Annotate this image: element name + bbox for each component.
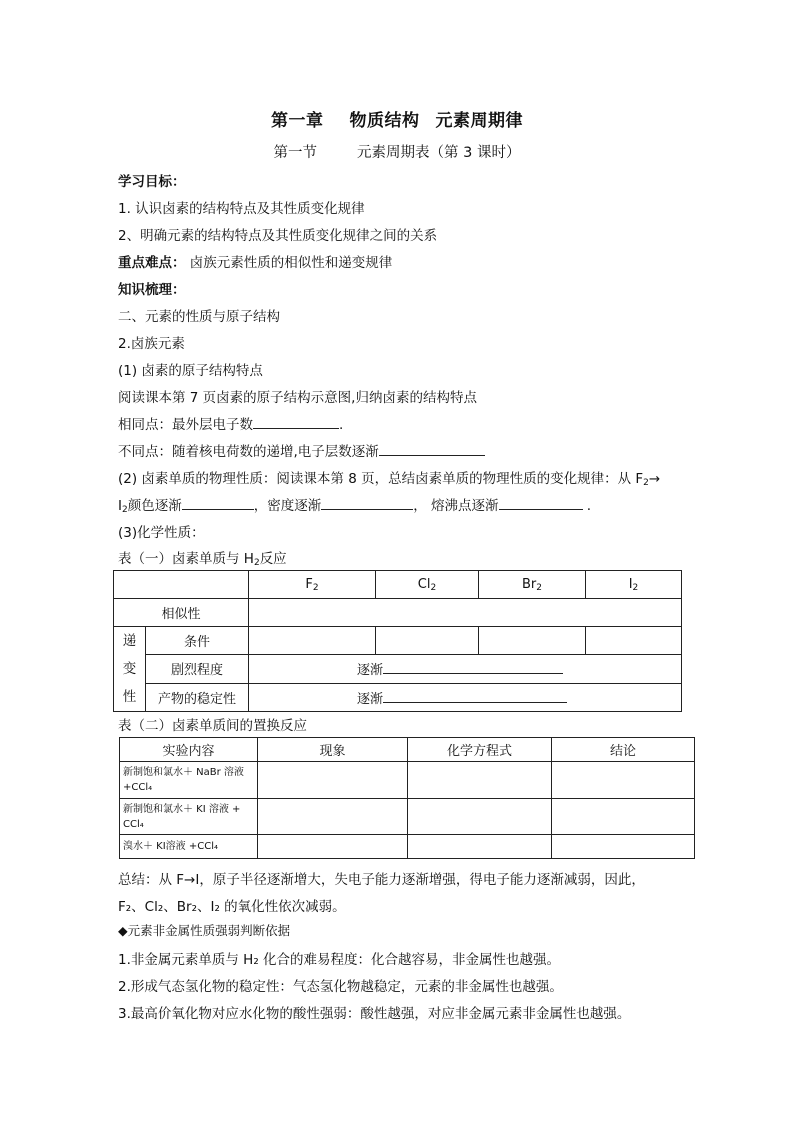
summary-line: F₂、Cl₂、Br₂、I₂ 的氧化性依次减弱。 [118, 899, 346, 915]
criteria-item: 3.最高价氧化物对应水化物的酸性强弱：酸性越强，对应非金属元素非金属性也越强。 [118, 1006, 631, 1022]
summary-line: 总结：从 F→I，原子半径逐渐增大，失电子能力逐渐增强，得电子能力逐渐减弱，因此， [118, 872, 645, 888]
fill-blank[interactable] [182, 496, 254, 510]
row-label-condition: 条件 [146, 627, 249, 655]
section-line: 2.卤族元素 [118, 336, 185, 352]
row-group-label: 递 变 性 [114, 627, 146, 712]
goals-heading: 学习目标： [118, 174, 186, 190]
subscript: 2 [121, 505, 128, 515]
experiment-cell: 溴水＋ KI溶液 +CCl₄ [120, 835, 258, 859]
column-header: 化学方程式 [408, 738, 552, 762]
keypoint [118, 251, 392, 271]
table1-caption [118, 547, 287, 567]
experiment-cell: 新制饱和氯水＋ NaBr 溶液 +CCl₄ [120, 762, 258, 799]
diff-point-line [118, 440, 485, 460]
answer-cell[interactable] [258, 799, 408, 835]
answer-cell[interactable] [552, 835, 695, 859]
chapter-title [0, 106, 794, 131]
answer-cell[interactable] [479, 627, 586, 655]
column-header-i2: $I_2$ [586, 571, 682, 599]
fill-blank[interactable] [321, 496, 413, 510]
answer-cell[interactable] [552, 799, 695, 835]
arrow: → [648, 471, 661, 487]
displacement-table [119, 737, 695, 859]
element-symbol: I [118, 498, 122, 514]
answer-cell[interactable] [249, 627, 376, 655]
criteria-item: 2.形成气态氢化物的稳定性：气态氢化物越稳定，元素的非金属性也越强。 [118, 979, 563, 995]
column-header-cl2: $Cl_2$ [376, 571, 479, 599]
table-row [114, 655, 682, 683]
column-header: 实验内容 [120, 738, 258, 762]
criteria-item: 1.非金属元素单质与 H₂ 化合的难易程度：化合越容易，非金属性也越强。 [118, 952, 561, 968]
answer-cell[interactable]: 逐渐 [249, 683, 682, 711]
section-title [0, 141, 794, 162]
column-header-br2: $Br_2$ [479, 571, 586, 599]
subscript: 2 [253, 558, 260, 568]
goal-item: 1. 认识卤素的结构特点及其性质变化规律 [118, 201, 365, 217]
table-row [114, 599, 682, 627]
caption-text: 表（一）卤素单质与 H [118, 551, 254, 567]
answer-cell[interactable] [376, 627, 479, 655]
knowledge-heading: 知识梳理： [118, 282, 186, 298]
caption-text: 反应 [259, 551, 287, 567]
section-line: (1) 卤素的原子结构特点 [118, 363, 263, 379]
fill-blank[interactable] [253, 415, 339, 429]
table-row [114, 627, 682, 655]
goal-item: 2、明确元素的结构特点及其性质变化规律之间的关系 [118, 228, 438, 244]
answer-cell[interactable] [552, 762, 695, 799]
table-row [114, 683, 682, 711]
section-line: 二、元素的性质与原子结构 [118, 309, 280, 325]
answer-cell[interactable] [258, 835, 408, 859]
same-point-label: 相同点：最外层电子数 [118, 417, 253, 433]
experiment-cell: 新制饱和氯水＋ KI 溶液 + CCl₄ [120, 799, 258, 835]
chemical-props-heading: (3)化学性质： [118, 525, 205, 541]
table-row [120, 762, 695, 799]
keypoint-label: 重点难点： [118, 255, 186, 271]
chapter-name-2: 元素周期律 [435, 111, 523, 131]
color-label: 颜色逐渐 [127, 498, 182, 514]
answer-cell[interactable] [408, 799, 552, 835]
answer-cell[interactable] [408, 835, 552, 859]
fill-blank[interactable] [379, 442, 485, 456]
melting-label: ， 熔沸点逐渐 [413, 498, 499, 514]
table-row [120, 835, 695, 859]
row-label-stability: 产物的稳定性 [146, 683, 249, 711]
same-point-line: 相同点：最外层电子数 . [118, 417, 344, 433]
chapter-name: 物质结构 [349, 111, 420, 131]
density-label: ，密度逐渐 [253, 498, 322, 514]
column-header: 结论 [552, 738, 695, 762]
column-header: 现象 [258, 738, 408, 762]
answer-cell[interactable] [258, 762, 408, 799]
physical-props-line [118, 467, 660, 487]
physical-props-line-2: $I_2$颜色逐渐 ，密度逐渐 ， 熔沸点逐渐 . [118, 498, 592, 515]
criteria-heading: ◆元素非金属性质强弱判断依据 [118, 923, 291, 938]
section-line: 阅读课本第 7 页卤素的原子结构示意图,归纳卤素的结构特点 [118, 390, 477, 406]
answer-cell[interactable] [408, 762, 552, 799]
chapter-number: 第一章 [271, 111, 324, 131]
answer-cell[interactable] [249, 599, 682, 627]
table-corner-cell [114, 571, 249, 599]
diff-point-label: 不同点：随着核电荷数的递增,电子层数逐渐 [118, 444, 379, 460]
halogen-h2-table [113, 570, 682, 712]
fill-blank[interactable] [499, 496, 583, 510]
row-label-similarity: 相似性 [114, 599, 249, 627]
table-row [120, 799, 695, 835]
physical-props-text: (2) 卤素单质的物理性质：阅读课本第 8 页，总结卤素单质的物理性质的变化规律：从 F [118, 471, 644, 487]
column-header-f2: $F_2$ [249, 571, 376, 599]
table-header-row [114, 571, 682, 599]
answer-cell[interactable]: 逐渐 [249, 655, 682, 683]
table2-caption: 表（二）卤素单质间的置换反应 [118, 718, 307, 734]
keypoint-text: 卤族元素性质的相似性和递变规律 [189, 255, 393, 271]
row-label-intensity: 剧烈程度 [146, 655, 249, 683]
table-header-row [120, 738, 695, 762]
section-number: 第一节 [273, 145, 318, 161]
section-name: 元素周期表（第 3 课时） [357, 145, 521, 161]
answer-cell[interactable] [586, 627, 682, 655]
subscript: 2 [643, 478, 649, 488]
